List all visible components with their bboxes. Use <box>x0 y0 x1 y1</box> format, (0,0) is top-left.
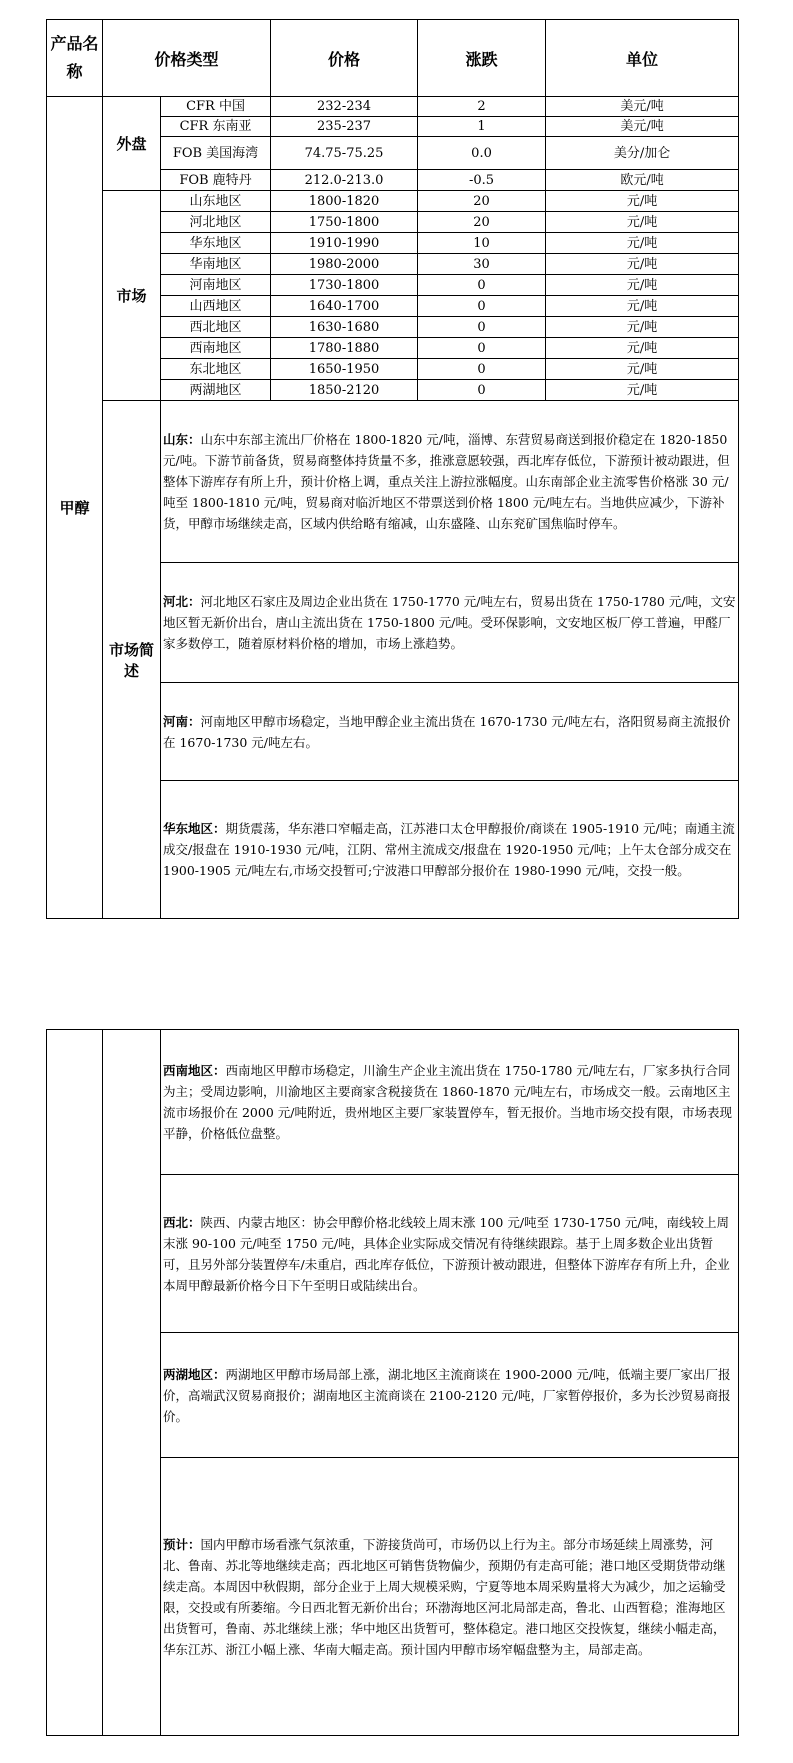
summary-cell <box>161 401 739 563</box>
summary-text: 西南地区甲醇市场稳定，川渝生产企业主流出货在 1750-1780 元/吨左右，厂家多执行合同为主；受周边影响，川渝地区主要商家含税接货在 1860-1870 元/吨左右，市场成交一般。云南地区主流市场报价在 2000 元/吨附近，贵州地区主要厂家装置停车，暂无报价。当地市场交投有限，市场表现平静，价格低位盘整。 <box>163 1063 732 1141</box>
summary-cell <box>161 563 739 683</box>
unit-cell: 元/吨 <box>546 380 739 401</box>
summary-text: 陕西、内蒙古地区：协会甲醇价格北线较上周末涨 100 元/吨至 1730-1750 元/吨，南线较上周末涨 90-100 元/吨至 1750 元/吨，具体企业实际成交情况有待继续跟踪。基于上周多数企业出货暂可，且另外部分装置停车/未重启，西北库存低位，下游预计被动跟进，但整体下游库存有所上升，企业本周甲醇最新价格今日下午至明日或陆续出台。 <box>163 1214 730 1293</box>
change-cell: 0 <box>418 380 546 401</box>
price-cell: 74.75-75.25 <box>271 137 418 170</box>
price-cell: 1630-1680 <box>271 317 418 338</box>
unit-cell: 美分/加仑 <box>546 137 739 170</box>
summary-cell <box>161 1030 739 1175</box>
header-price-type: 价格类型 <box>103 20 271 97</box>
unit-cell: 元/吨 <box>546 191 739 212</box>
summary-label: 华东地区： <box>163 821 226 836</box>
price-cell: 1750-1800 <box>271 212 418 233</box>
price-cell: 1850-2120 <box>271 380 418 401</box>
summary-cell <box>161 1458 739 1736</box>
unit-cell: 元/吨 <box>546 317 739 338</box>
price-cell: 1640-1700 <box>271 296 418 317</box>
summary-text: 两湖地区甲醇市场局部上涨，湖北地区主流商谈在 1900-2000 元/吨，低端主要厂家出厂报价，高端武汉贸易商报价；湖南地区主流商谈在 2100-2120 元/吨，厂家暂停报价，多为长沙贸易商报价。 <box>163 1366 731 1424</box>
price-type-cell: 华东地区 <box>161 233 271 254</box>
price-type-cell: 河南地区 <box>161 275 271 296</box>
price-cell: 235-237 <box>271 117 418 137</box>
price-type-cell: 山东地区 <box>161 191 271 212</box>
summary-text: 期货震荡，华东港口窄幅走高，江苏港口太仓甲醇报价/商谈在 1905-1910 元/吨；南通主流成交/报盘在 1910-1930 元/吨，江阴、常州主流成交/报盘在 1920-1950 元/吨；上午太仓部分成交在 1900-1905 元/吨左右,市场交投暂可;宁波港口甲醇部分报价在 1980-1990 元/吨，交投一般。 <box>163 821 735 878</box>
summary-cell <box>161 683 739 781</box>
summary-text: 河北地区石家庄及周边企业出货在 1750-1770 元/吨左右，贸易出货在 1750-1780 元/吨，文安地区暂无新价出台，唐山主流出货在 1750-1800 元/吨。受环保影响，文安地区板厂停工普遍，甲醛厂家多数停工，随着原材料价格的增加，市场上涨趋势。 <box>163 594 736 651</box>
price-cell: 1980-2000 <box>271 254 418 275</box>
price-type-cell: CFR 中国 <box>161 97 271 117</box>
group-market: 市场 <box>103 191 161 401</box>
change-cell: 1 <box>418 117 546 137</box>
unit-cell: 元/吨 <box>546 233 739 254</box>
change-cell: 0 <box>418 317 546 338</box>
unit-cell: 元/吨 <box>546 296 739 317</box>
price-cell: 232-234 <box>271 97 418 117</box>
change-cell: 20 <box>418 212 546 233</box>
blank-group-cell <box>103 1030 161 1736</box>
price-type-cell: FOB 鹿特丹 <box>161 170 271 191</box>
summary-cell <box>161 1333 739 1458</box>
table-row <box>47 97 739 117</box>
summary-label: 两湖地区： <box>163 1366 226 1382</box>
header-price: 价格 <box>271 20 418 97</box>
table-row <box>47 191 739 212</box>
summary-label: 河南： <box>163 713 201 729</box>
change-cell: 0 <box>418 275 546 296</box>
change-cell: 10 <box>418 233 546 254</box>
summary-label: 预计： <box>163 1536 201 1552</box>
unit-cell: 美元/吨 <box>546 97 739 117</box>
price-cell: 1650-1950 <box>271 359 418 380</box>
group-summary: 市场简述 <box>103 401 161 919</box>
price-type-cell: 两湖地区 <box>161 380 271 401</box>
change-cell: 30 <box>418 254 546 275</box>
change-cell: 2 <box>418 97 546 117</box>
header-change: 涨跌 <box>418 20 546 97</box>
unit-cell: 元/吨 <box>546 212 739 233</box>
price-type-cell: 东北地区 <box>161 359 271 380</box>
price-cell: 1910-1990 <box>271 233 418 254</box>
price-cell: 212.0-213.0 <box>271 170 418 191</box>
price-cell: 1730-1800 <box>271 275 418 296</box>
price-type-cell: 西北地区 <box>161 317 271 338</box>
group-external: 外盘 <box>103 97 161 191</box>
summary-label: 山东： <box>163 432 201 447</box>
price-type-cell: 河北地区 <box>161 212 271 233</box>
change-cell: 20 <box>418 191 546 212</box>
header-unit: 单位 <box>546 20 739 97</box>
change-cell: -0.5 <box>418 170 546 191</box>
price-type-cell: CFR 东南亚 <box>161 117 271 137</box>
unit-cell: 元/吨 <box>546 254 739 275</box>
methanol-price-table <box>46 19 739 919</box>
price-cell: 1780-1880 <box>271 338 418 359</box>
price-type-cell: FOB 美国海湾 <box>161 137 271 170</box>
summary-text: 山东中东部主流出厂价格在 1800-1820 元/吨，淄博、东营贸易商送到报价稳定在 1820-1850 元/吨。下游节前备货，贸易商整体持货量不多，推涨意愿较强，西北库存低位，下游预计被动跟进，但整体下游库存有所上升，预计价格上调，重点关注上游拉涨幅度。山东南部企业主流零售价格涨 30 元/吨至 1800-1810 元/吨，贸易商对临沂地区不带票送到价格 1800 元/吨左右。当地供应减少，下游补货，甲醇市场继续走高，区域内供给略有缩减，山东盛隆、山东兖矿国焦临时停车。 <box>163 432 730 531</box>
summary-cell <box>161 1175 739 1333</box>
unit-cell: 元/吨 <box>546 359 739 380</box>
price-type-cell: 华南地区 <box>161 254 271 275</box>
unit-cell: 元/吨 <box>546 275 739 296</box>
summary-cell <box>161 781 739 919</box>
header-row <box>47 20 739 97</box>
summary-label: 西南地区： <box>163 1063 226 1078</box>
unit-cell: 美元/吨 <box>546 117 739 137</box>
methanol-summary-continued-table <box>46 1029 739 1736</box>
unit-cell: 元/吨 <box>546 338 739 359</box>
summary-row <box>47 1030 739 1175</box>
change-cell: 0.0 <box>418 137 546 170</box>
price-type-cell: 山西地区 <box>161 296 271 317</box>
unit-cell: 欧元/吨 <box>546 170 739 191</box>
change-cell: 0 <box>418 359 546 380</box>
blank-product-cell <box>47 1030 103 1736</box>
price-cell: 1800-1820 <box>271 191 418 212</box>
summary-text: 河南地区甲醇市场稳定，当地甲醇企业主流出货在 1670-1730 元/吨左右，洛阳贸易商主流报价在 1670-1730 元/吨左右。 <box>163 713 731 750</box>
summary-label: 西北： <box>163 1214 201 1230</box>
change-cell: 0 <box>418 296 546 317</box>
summary-row <box>47 401 739 563</box>
summary-label: 河北： <box>163 594 201 609</box>
header-product-name: 产品名称 <box>47 20 103 97</box>
product-name-cell: 甲醇 <box>47 97 103 919</box>
price-type-cell: 西南地区 <box>161 338 271 359</box>
change-cell: 0 <box>418 338 546 359</box>
summary-text: 国内甲醇市场看涨气氛浓重，下游接货尚可，市场仍以上行为主。部分市场延续上周涨势，河北、鲁南、苏北等地继续走高；西北地区可销售货物偏少，预期仍有走高可能；港口地区受期货带动继续走高。本周因中秋假期，部分企业于上周大规模采购，宁夏等地本周采购量将大为减少，加之运输受限，交投或有所萎缩。今日西北暂无新价出台；环渤海地区河北局部走高，鲁北、山西暂稳；淮海地区出货暂可，鲁南、苏北继续上涨；华中地区出货暂可，整体稳定。港口地区交投恢复，继续小幅走高，华东江苏、浙江小幅上涨、华南大幅走高。预计国内甲醇市场窄幅盘整为主，局部走高。 <box>163 1536 726 1657</box>
